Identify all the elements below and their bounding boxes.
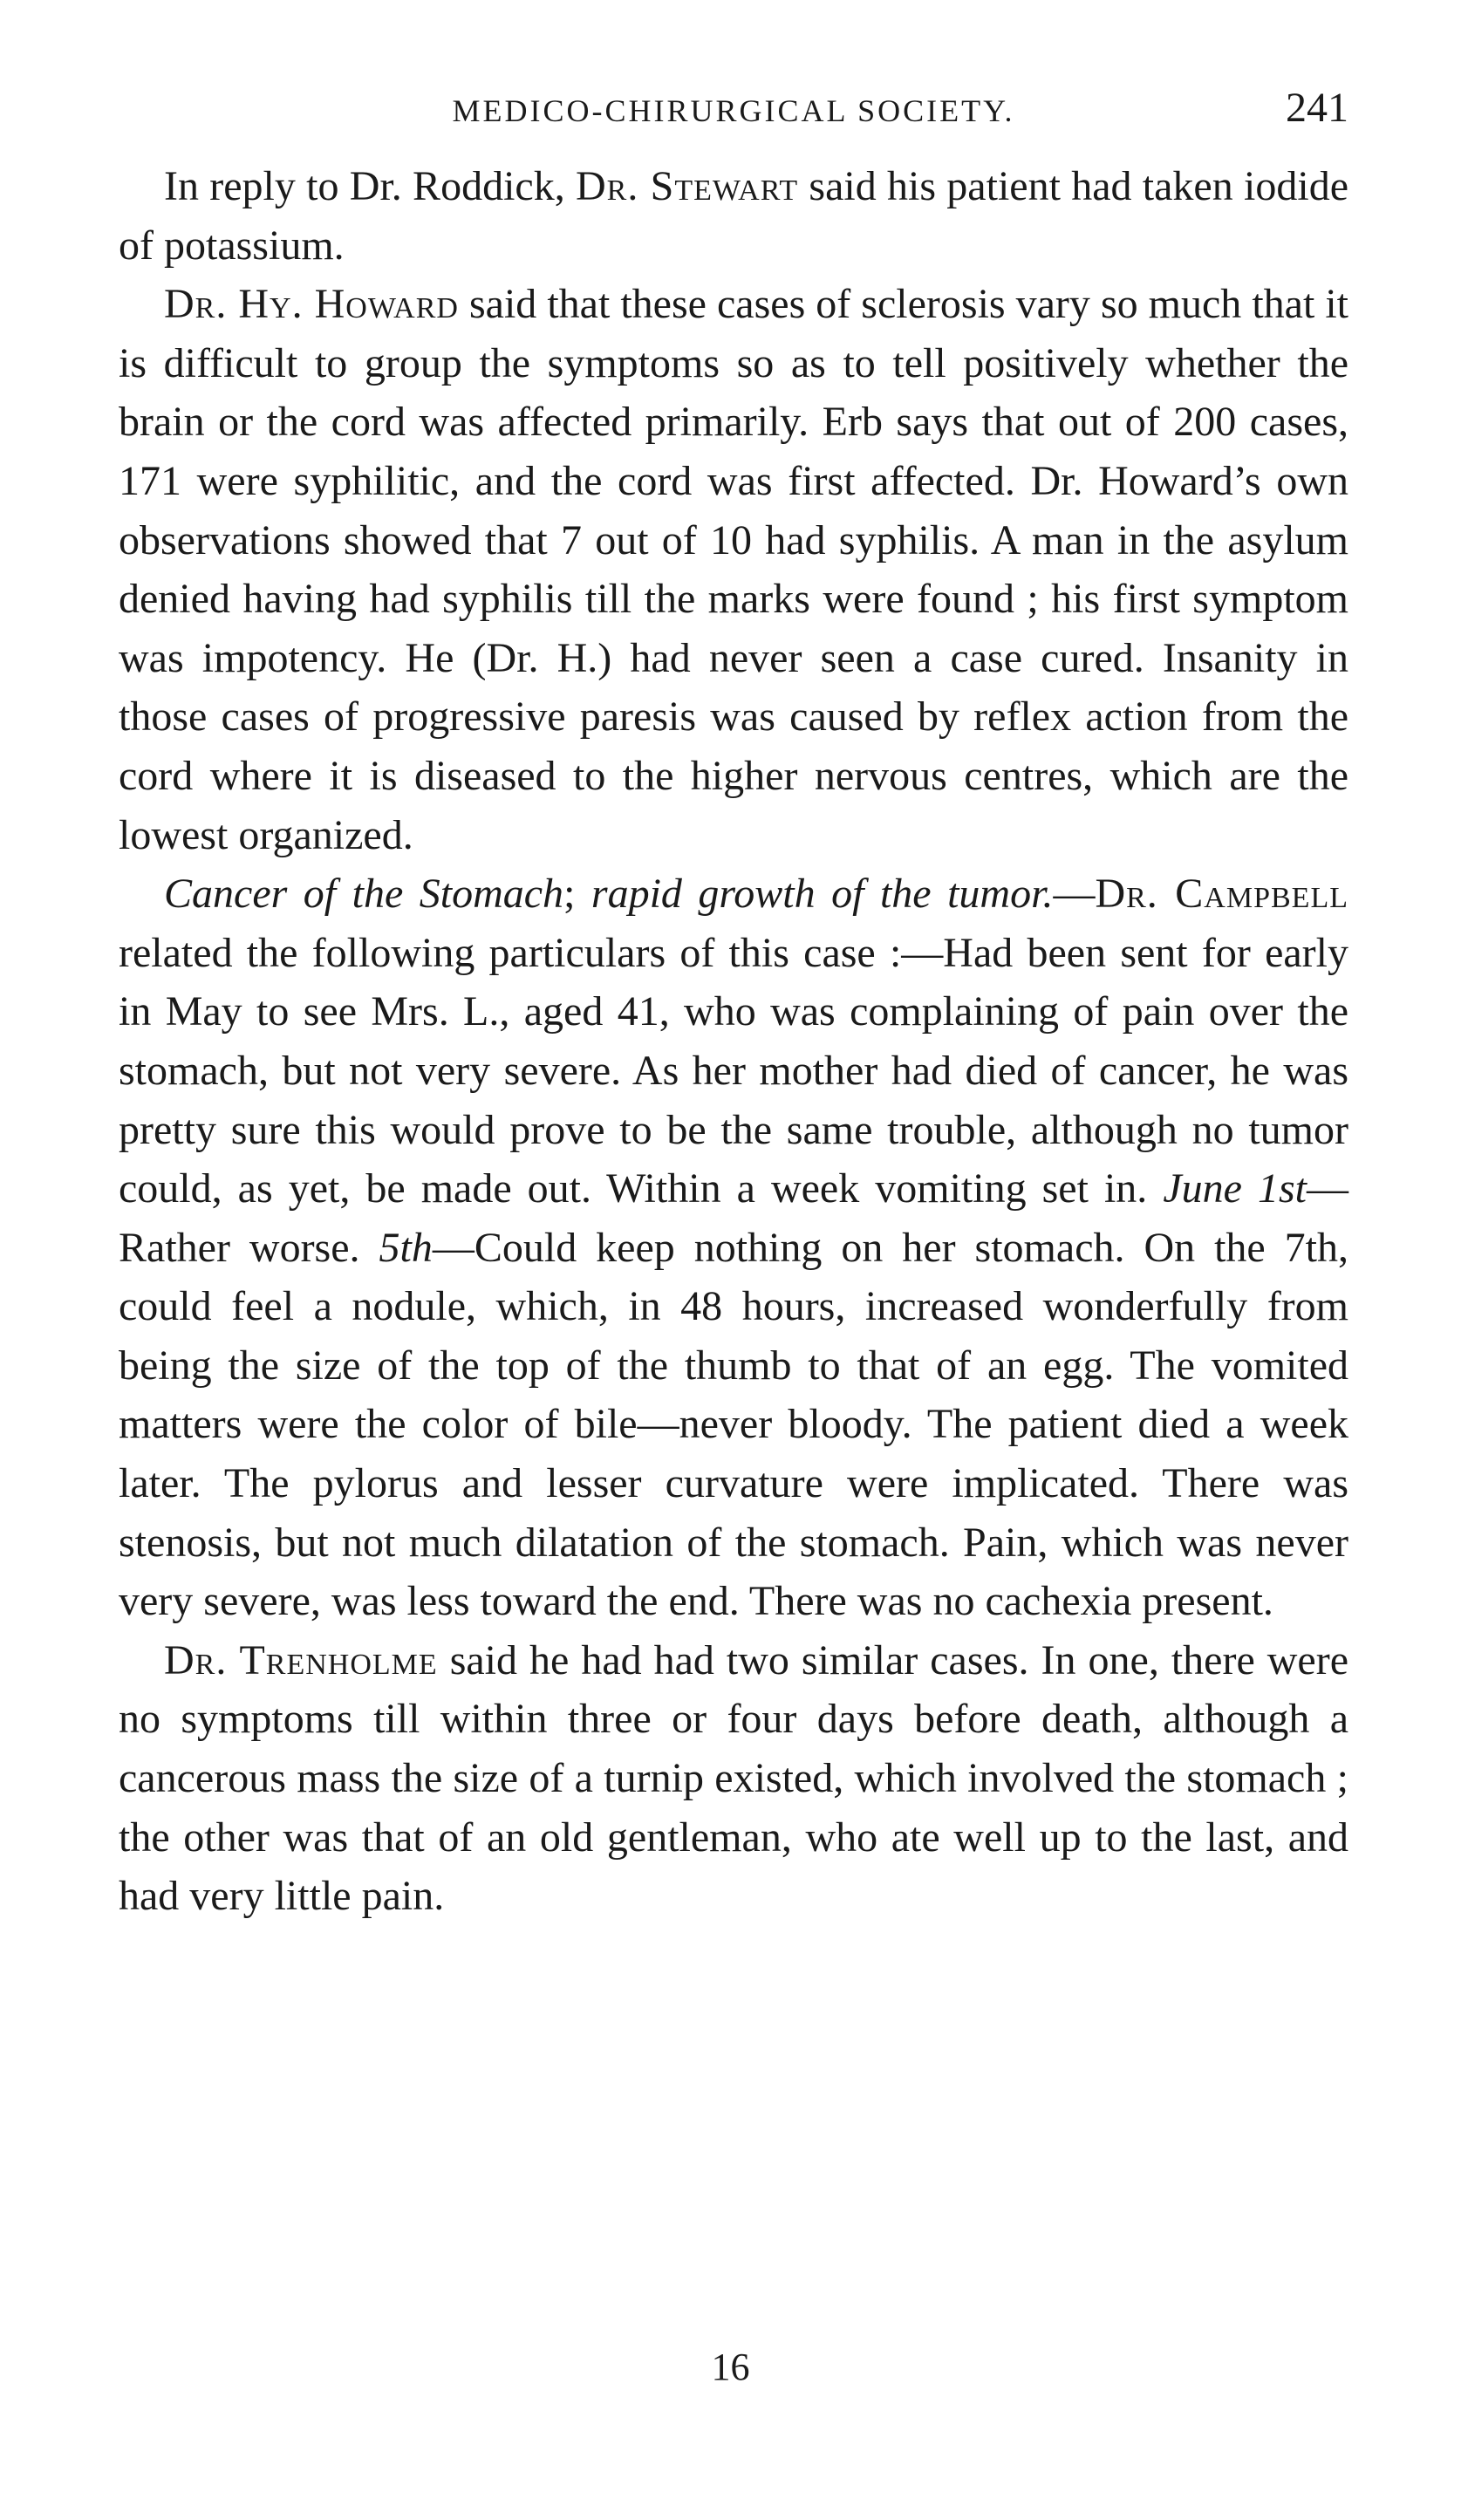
date-marker: June 1st [1163,1165,1307,1212]
document-page [119,77,1348,1926]
case-heading: Cancer of the Stomach [164,871,564,918]
paragraph-text: In reply to Dr. Roddick, [164,163,576,209]
paragraph-4 [119,1631,1348,1926]
speaker-name: Dr. Trenholme [164,1636,438,1683]
paragraph-text: —Rather worse. [119,1165,1349,1271]
heading-separator: ; [563,871,591,918]
date-marker: 5th [379,1224,433,1271]
speaker-name: Dr. Stewart [576,163,799,209]
running-title: MEDICO-CHIRURGICAL SOCIETY. [452,93,1015,128]
paragraph-text: said he had had two similar cases. In one, there were no symptoms till within three or four days before death, although a cancerous mass the size of a turnip existed, which involved the stomach ; the other was that of an old gentleman, who ate well up to the last, and had very little pain. [119,1636,1349,1920]
signature-mark: 16 [711,2346,750,2388]
paragraph-text: said his patient had taken iodide of potassium. [119,163,1348,269]
page-number: 241 [1286,85,1348,131]
heading-dash: — [1053,871,1096,918]
page-header [119,77,1348,138]
paragraph-1 [119,157,1348,275]
paragraph-text: said that these cases of sclerosis vary so much that it is difficult to group the symptoms so as to tell positively whether the brain or the cord was affected primarily. Erb says that out of 200 cases, 171 were syphilitic, and the cord was first affected. Dr. Howard’s own observations showed that 7 out of 10 had syphilis. A man in the asylum denied having had syphilis till the marks were found ; his first symptom was impotency. He (Dr. H.) had never seen a case cured. Insanity in those cases of progressive paresis was caused by reflex action from the cord where it is diseased to the higher nervous centres, which are the lowest organized. [119,281,1348,858]
speaker-name: Dr. Hy. Howard [164,281,459,328]
case-subheading: rapid growth of the tumor. [591,871,1054,918]
body-text [119,157,1348,1926]
paragraph-text: related the following particulars of this case :—Had been sent for early in May to see Mrs. L., aged 41, who was complaining of pain over the stomach, but not very severe. As her mother had died of cancer, he was pretty sure this would prove to be the same trouble, although no tumor could, as yet, be made out. Within a week vomiting set in. [119,929,1348,1212]
paragraph-3 [119,864,1348,1631]
paragraph-2 [119,275,1348,864]
speaker-name: Dr. Campbell [1095,871,1348,918]
paragraph-text: —Could keep nothing on her stomach. On the 7th, could feel a nodule, which, in 48 hours, increased wonderfully from being the size of the top of the thumb to that of an egg. The vomited matters were the color of bile—never bloody. The patient died a week later. The pylorus and lesser curvature were implicated. There was stenosis, but not much dilatation of the stomach. Pain, which was never very severe, was less toward the end. There was no cachexia present. [119,1224,1349,1625]
